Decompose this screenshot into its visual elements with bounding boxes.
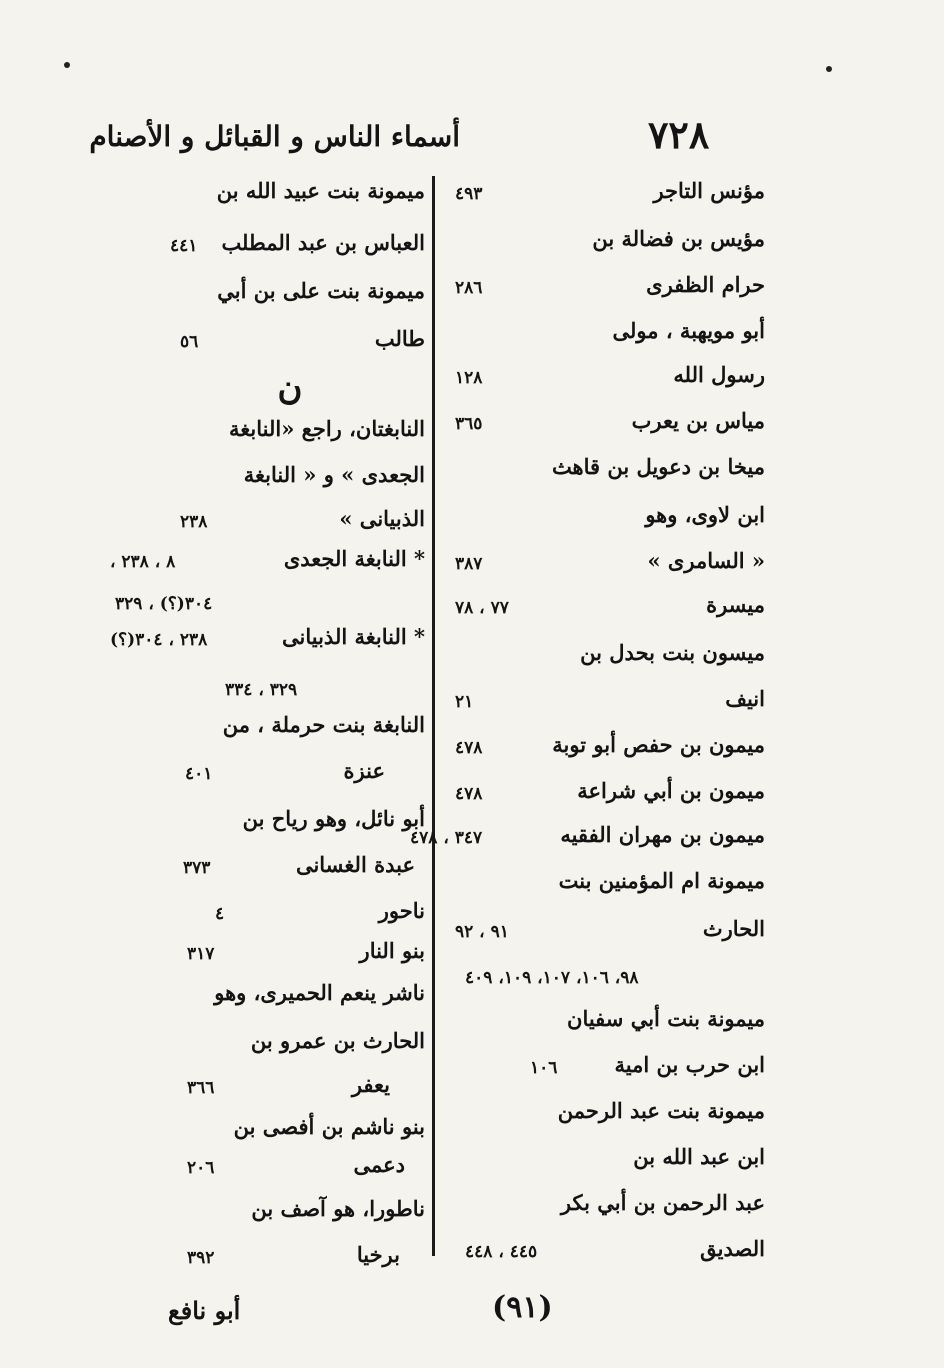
index-entry: أبو مويهبة ، مولى [612, 318, 765, 343]
index-entry: مياس بن يعرب ٣٦٥ [455, 408, 765, 434]
index-entry: ٣٢٩ ، ٣٣٤ [225, 680, 298, 700]
index-entry: ميمون بن أبي شراعة ٤٧٨ [455, 778, 765, 804]
index-entry: دعمى ٢٠٦ [187, 1152, 405, 1178]
index-entry: ميمونة بنت عبد الرحمن [557, 1098, 765, 1123]
index-entry: ابن عبد الله بن [633, 1144, 765, 1169]
index-entry: الجعدى » و « النابغة [243, 462, 425, 487]
running-title: أسماء الناس و القبائل و الأصنام [89, 120, 460, 153]
index-entry: ميمونة ام المؤمنين بنت [558, 868, 765, 893]
index-entry: ٣٠٤(؟) ، ٣٢٩ [115, 594, 213, 614]
index-entry: النابغة بنت حرملة ، من [222, 712, 425, 737]
index-entry: مؤيس بن فضالة بن [592, 226, 765, 251]
index-entry: العباس بن عبد المطلب ٤٤١ [170, 230, 425, 256]
index-entry: * النابغة الذبيانى ٢٣٨ ، ٣٠٤(؟) [110, 624, 425, 650]
index-entry: ميمون بن حفص أبو توبة ٤٧٨ [455, 732, 765, 758]
index-entry: عبدة الغسانى ٣٧٣ [183, 852, 415, 878]
index-entry: أبو نائل، وهو رياح بن [242, 806, 425, 831]
index-entry: مؤنس التاجر ٤٩٣ [455, 178, 765, 204]
index-entry: ميسرة ٧٧ ، ٧٨ [455, 592, 765, 618]
index-entry: ناحور ٤ [215, 898, 425, 924]
index-entry: ٩٨، ١٠٦، ١٠٧، ١٠٩، ٤٠٩ [465, 968, 639, 988]
index-entry: ابن لاوى، وهو [645, 502, 765, 527]
index-entry: عنزة ٤٠١ [185, 758, 385, 784]
index-entry: عبد الرحمن بن أبي بكر [560, 1190, 765, 1215]
catchword: أبو نافع [168, 1296, 241, 1325]
index-entry: ميسون بنت بحدل بن [580, 640, 765, 665]
index-entry: برخيا ٣٩٢ [187, 1242, 400, 1268]
index-entry: ميمونة بنت عبيد الله بن [216, 178, 425, 203]
index-entry: بنو ناشم بن أفصى بن [233, 1114, 425, 1139]
index-entry: انيف ٢١ [455, 686, 765, 712]
index-entry: « السامرى » ٣٨٧ [455, 548, 765, 574]
index-entry: ناشر ينعم الحميرى، وهو [214, 980, 425, 1005]
index-entry: طالب ٥٦ [180, 326, 425, 352]
page-number: ٧٢٨ [648, 112, 710, 157]
index-entry: الحارث بن عمرو بن [250, 1028, 425, 1053]
ink-speck [64, 62, 70, 68]
index-entry: الذبيانى » ٢٣٨ [180, 506, 425, 532]
index-entry: الصديق ٤٤٥ ، ٤٤٨ [465, 1236, 765, 1262]
index-entry: ميخا بن دعويل بن قاهث [551, 454, 765, 479]
index-entry: النابغتان، راجع «النابغة [229, 416, 425, 441]
index-entry: يعفر ٣٦٦ [187, 1072, 390, 1098]
index-entry: ميمون بن مهران الفقيه ٣٤٧ ، ٤٧٨ [410, 822, 765, 848]
index-entry: ميمونة بنت على بن أبي [217, 278, 425, 303]
ink-speck [826, 66, 832, 72]
footer-page-number: (٩١) [492, 1290, 553, 1325]
index-entry: رسول الله ١٢٨ [455, 362, 765, 388]
index-entry: * النابغة الجعدى ٨ ، ٢٣٨ ، [110, 546, 425, 572]
section-letter: ن [277, 368, 303, 408]
index-entry: بنو النار ٣١٧ [187, 938, 425, 964]
index-entry: ميمونة بنت أبي سفيان [567, 1006, 765, 1031]
index-entry: الحارث ٩١ ، ٩٢ [455, 916, 765, 942]
index-entry: ناطورا، هو آصف بن [251, 1196, 425, 1221]
index-entry: ابن حرب بن امية ١٠٦ [530, 1052, 765, 1078]
index-entry: حرام الظفرى ٢٨٦ [455, 272, 765, 298]
